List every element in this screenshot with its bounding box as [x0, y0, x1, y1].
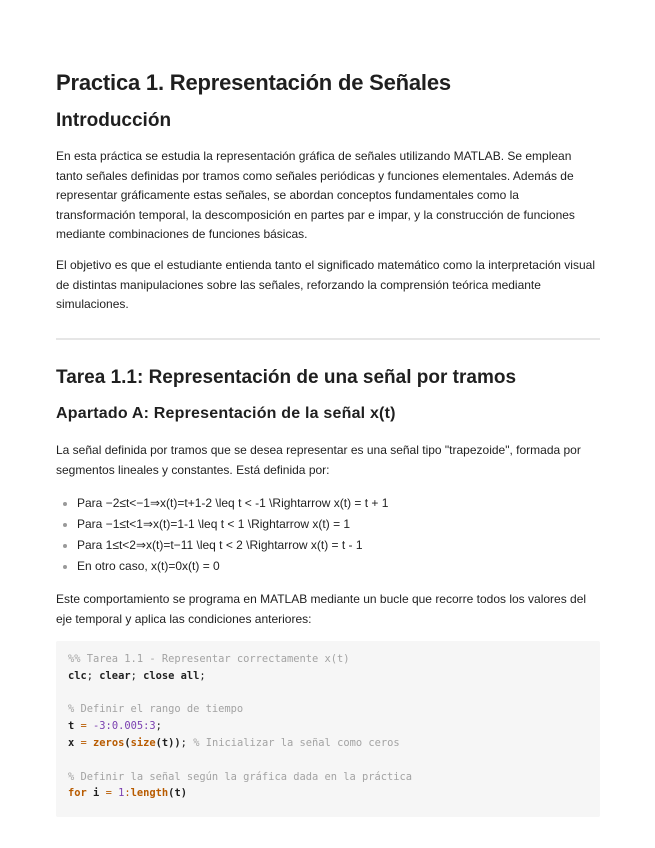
- code-token: 1: [118, 787, 125, 800]
- list-item-text: Para −1≤t<1⇒x(t)=1-1 \leq t < 1 \Rightarrow x(t) = 1: [77, 517, 351, 531]
- code-comment: %% Tarea 1.1 - Representar correctamente x(t): [68, 653, 350, 665]
- code-token: for: [68, 787, 87, 800]
- code-comment: % Definir la señal según la gráfica dada en la práctica: [68, 770, 413, 783]
- bullet-icon: [63, 502, 67, 506]
- list-item-text: Para 1≤t<2⇒x(t)=t−11 \leq t < 2 \Rightarrow x(t) = t - 1: [77, 538, 363, 552]
- bullet-icon: [63, 565, 67, 569]
- code-token: close all: [143, 669, 200, 682]
- code-token: clc: [68, 669, 87, 682]
- code-token: length: [130, 787, 169, 800]
- intro-heading: Introducción: [56, 110, 172, 131]
- code-token: t: [68, 720, 75, 733]
- task-heading: Tarea 1.1: Representación de una señal por tramos: [56, 367, 517, 388]
- list-item: [56, 514, 600, 535]
- code-token: x: [68, 736, 75, 749]
- code-token: =: [99, 787, 119, 800]
- code-token: =: [74, 720, 94, 733]
- code-token: t: [161, 736, 169, 749]
- section-divider: [56, 338, 600, 340]
- list-item: [56, 535, 600, 556]
- code-block[interactable]: %% Tarea 1.1 - Representar correctamente x(t) clc; clear; close all; % Definir el rango de tiempo t = -3:0.005:3; x = zeros(size(t)); % Inicializar la señal como ceros % Definir la señal según la gráfica dada en la práctica for i = 1:length(t): [56, 641, 600, 817]
- code-token: -3:0.005:3: [93, 720, 156, 733]
- code-token: size: [130, 736, 156, 749]
- code-token: zeros: [93, 736, 125, 749]
- task-paragraph: La señal definida por tramos que se desea representar es una señal tipo "trapezoide", formada por segmentos lineales y constantes. Está definida por:: [56, 443, 581, 477]
- intro-paragraph-1: En esta práctica se estudia la representación gráfica de señales utilizando MATLAB. Se emplean tanto señales definidas por tramos como señales periódicas y funciones elementales. Además de representar gráficamente estas señales, se abordan conceptos fundamentales como la transformación temporal, la descomposición en partes par e impar, y la construcción de funciones mediante combinaciones de funciones básicas.: [56, 149, 575, 241]
- code-comment: % Inicializar la señal como ceros: [193, 736, 400, 749]
- list-item: [56, 493, 600, 514]
- code-token: clear: [99, 669, 131, 682]
- task-subheading: Apartado A: Representación de la señal x(t): [56, 405, 396, 422]
- definition-list: [56, 493, 600, 577]
- intro-paragraph-2: El objetivo es que el estudiante entienda tanto el significado matemático como la interpretación visual de distintas manipulaciones sobre las señales, reforzando la comprensión teórica mediante simulaciones.: [56, 258, 595, 311]
- code-token: i: [93, 787, 100, 800]
- bullet-icon: [63, 523, 67, 527]
- list-item-text: En otro caso, x(t)=0x(t) = 0: [77, 559, 220, 573]
- code-comment: % Definir el rango de tiempo: [68, 703, 244, 716]
- code-token: t: [174, 787, 181, 800]
- page-title: Practica 1. Representación de Señales: [56, 70, 451, 95]
- task-paragraph-after: Este comportamiento se programa en MATLAB mediante un bucle que recorre todos los valores del eje temporal y aplica las condiciones anteriores:: [56, 592, 587, 626]
- code-token: ;: [155, 720, 162, 733]
- code-token: =: [74, 736, 94, 749]
- bullet-icon: [63, 544, 67, 548]
- list-item-text: Para −2≤t<−1⇒x(t)=t+1-2 \leq t < -1 \Rightarrow x(t) = t + 1: [77, 496, 389, 510]
- list-item: [56, 556, 600, 577]
